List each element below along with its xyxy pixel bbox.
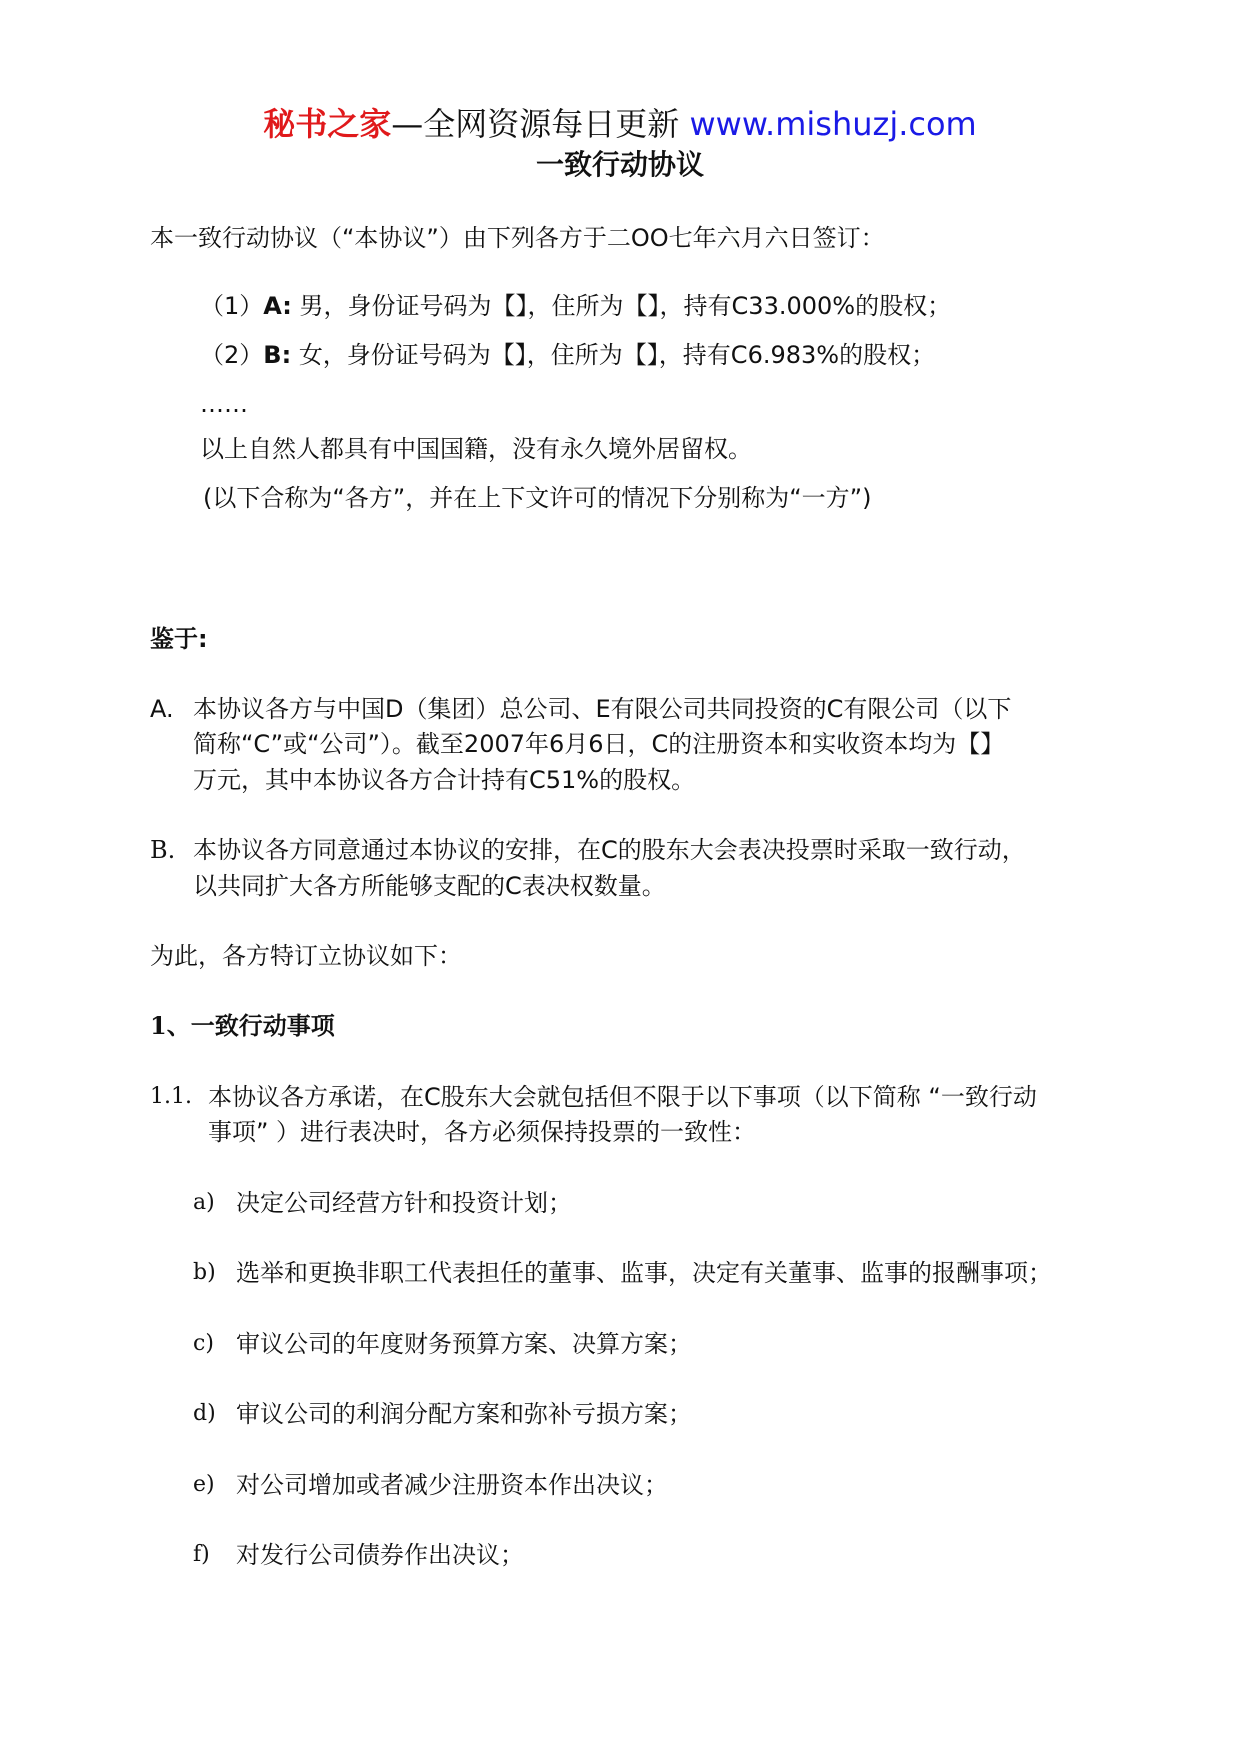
party-entry-a: [200, 289, 951, 323]
recital-a-line: 万元，其中本协议各方合计持有C51%的股权。: [193, 766, 696, 794]
agreement-intro: 为此，各方特订立协议如下：: [150, 942, 462, 970]
recital-a-line: 本协议各方与中国D（集团）总公司、E有限公司共同投资的C有限公司（以下: [193, 695, 1012, 723]
party-name: A:: [263, 292, 292, 320]
list-item-marker: f): [193, 1542, 210, 1567]
section-heading: [150, 1009, 335, 1043]
whereas-heading: 鉴于:: [150, 625, 208, 653]
party-text: 男，身份证号码为【】，住所为【】，持有C33.000%的股权；: [299, 292, 952, 320]
clause-line: 事项” ）进行表决时，各方必须保持投票的一致性：: [208, 1118, 757, 1146]
nationality-statement: 以上自然人都具有中国国籍，没有永久境外居留权。: [200, 435, 752, 463]
section-title: 一致行动事项: [190, 1012, 335, 1040]
recital-b-line: 本协议各方同意通过本协议的安排，在C的股东大会表决投票时采取一致行动，: [193, 836, 1026, 864]
list-item-text: 对发行公司债券作出决议；: [236, 1541, 524, 1569]
recital-marker: B.: [150, 836, 176, 864]
list-item-marker: e): [193, 1472, 215, 1497]
collective-definition: (以下合称为“各方”，并在上下文许可的情况下分别称为“一方”): [203, 484, 872, 512]
clause-line: 本协议各方承诺，在C股东大会就包括但不限于以下事项（以下简称 “一致行动: [208, 1083, 1037, 1111]
list-item-text: 对公司增加或者减少注册资本作出决议；: [236, 1471, 668, 1499]
party-name: B:: [263, 341, 292, 369]
list-item-text: 决定公司经营方针和投资计划；: [236, 1189, 572, 1217]
recital-marker: A.: [150, 695, 174, 723]
section-number: 1、: [150, 1011, 191, 1040]
party-prefix: （2）: [200, 341, 264, 369]
list-item-marker: b): [193, 1260, 216, 1285]
ellipsis: ……: [200, 390, 248, 418]
document-title: 一致行动协议: [535, 148, 704, 181]
party-prefix: （1）: [200, 292, 264, 320]
brand-name: 秘书之家: [263, 105, 392, 143]
list-item-marker: d): [193, 1401, 216, 1426]
party-text: 女，身份证号码为【】，住所为【】，持有C6.983%的股权；: [298, 341, 936, 369]
intro-paragraph: 本一致行动协议（“本协议”）由下列各方于二OO七年六月六日签订：: [150, 224, 885, 252]
list-item-text: 审议公司的年度财务预算方案、决算方案；: [236, 1330, 692, 1358]
list-item-text: 选举和更换非职工代表担任的董事、监事，决定有关董事、监事的报酬事项；: [236, 1259, 1052, 1287]
recital-b-line: 以共同扩大各方所能够支配的C表决权数量。: [193, 872, 666, 900]
brand-header: [0, 102, 1240, 146]
list-item-marker: a): [193, 1190, 215, 1215]
list-item-text: 审议公司的利润分配方案和弥补亏损方案；: [236, 1400, 692, 1428]
recital-a-line: 简称“C”或“公司”）。截至2007年6月6日，C的注册资本和实收资本均为【】: [193, 730, 1005, 758]
clause-number: 1.1.: [150, 1084, 192, 1109]
brand-tagline: —全网资源每日更新: [391, 105, 690, 143]
list-item-marker: c): [193, 1331, 214, 1356]
party-entry-b: [200, 338, 935, 372]
brand-url-link[interactable]: www.mishuzj.com: [689, 105, 977, 143]
